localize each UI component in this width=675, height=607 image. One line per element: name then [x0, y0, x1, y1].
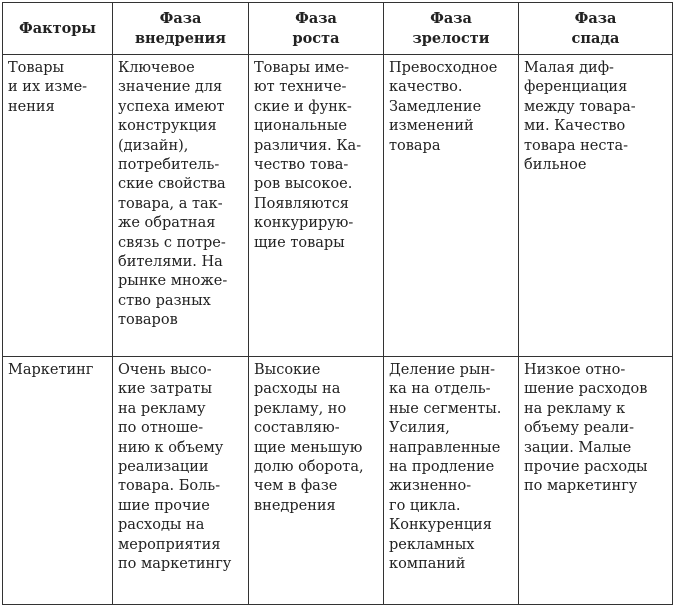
- cell-maturity: [384, 55, 519, 357]
- header-line: Фаза: [430, 9, 472, 27]
- cell-line: на продление: [389, 459, 495, 476]
- cell-line: (дизайн),: [118, 137, 189, 154]
- cell-line: ские свойства: [118, 176, 226, 193]
- cell-line: расходы на: [118, 517, 205, 534]
- cell-line: рынке множе-: [118, 273, 228, 290]
- table-header-row: [3, 3, 673, 55]
- cell-factor: [3, 357, 113, 605]
- cell-line: и их изме-: [8, 79, 88, 96]
- cell-line: Появляются: [254, 195, 349, 212]
- cell-line: кие затраты: [118, 381, 212, 398]
- cell-line: изменений: [389, 118, 474, 135]
- cell-line: различия. Ка-: [254, 137, 362, 154]
- cell-line: ференциация: [524, 79, 628, 96]
- cell-line: Маркетинг: [8, 362, 94, 378]
- cell-line: шие прочие: [118, 497, 210, 514]
- cell-line: ют техниче-: [254, 79, 347, 96]
- cell-line: товаров: [118, 312, 178, 329]
- cell-line: по маркетингу: [118, 556, 232, 573]
- cell-intro: [113, 357, 249, 605]
- header-line: роста: [292, 29, 340, 47]
- cell-line: товара. Боль-: [118, 478, 221, 495]
- cell-factor: [3, 55, 113, 357]
- cell-line: реализации: [118, 459, 209, 476]
- cell-line: успеха имеют: [118, 98, 225, 115]
- cell-line: по маркетингу: [524, 478, 638, 495]
- cell-line: по отноше-: [118, 420, 204, 437]
- cell-line: направленные: [389, 439, 501, 456]
- cell-maturity: [384, 357, 519, 605]
- header-line: внедрения: [134, 29, 227, 47]
- cell-line: бильное: [524, 157, 587, 174]
- cell-line: ми. Качество: [524, 118, 626, 135]
- cell-line: Ключевое: [118, 60, 195, 76]
- cell-line: значение для: [118, 79, 223, 96]
- header-factors: [3, 3, 113, 55]
- cell-intro: [113, 55, 249, 357]
- cell-line: товара: [389, 137, 441, 154]
- cell-line: щие товары: [254, 234, 345, 251]
- cell-line: нения: [8, 98, 55, 115]
- cell-line: мероприятия: [118, 536, 221, 553]
- cell-line: на рекламу к: [524, 400, 626, 417]
- table-container: [2, 2, 672, 604]
- cell-line: компаний: [389, 556, 466, 573]
- cell-line: Замедление: [389, 98, 482, 115]
- cell-line: нию к объему: [118, 439, 224, 456]
- cell-line: Товары име-: [254, 60, 350, 76]
- cell-line: потребитель-: [118, 157, 220, 174]
- header-line: зрелости: [412, 29, 490, 47]
- header-line: Фаза: [295, 9, 337, 27]
- cell-line: расходы на: [254, 381, 341, 398]
- life-cycle-table: [2, 2, 673, 605]
- table-row-marketing: [3, 357, 673, 605]
- cell-line: зации. Малые: [524, 439, 632, 456]
- header-factors-line: Факторы: [19, 19, 96, 37]
- header-phase-maturity: [384, 3, 519, 55]
- cell-line: Деление рын-: [389, 362, 496, 378]
- cell-line: бителями. На: [118, 254, 223, 271]
- cell-line: шение расходов: [524, 381, 648, 398]
- cell-line: циональные: [254, 118, 347, 135]
- cell-line: ные сегменты.: [389, 400, 502, 417]
- cell-line: жизненно-: [389, 478, 472, 495]
- header-line: Фаза: [159, 9, 202, 27]
- cell-line: качество.: [389, 79, 463, 96]
- header-line: Фаза: [574, 9, 617, 27]
- cell-line: ров высокое.: [254, 176, 353, 193]
- header-phase-decline: [519, 3, 673, 55]
- cell-line: ские и функ-: [254, 98, 352, 115]
- cell-line: на рекламу: [118, 400, 206, 417]
- cell-line: Высокие: [254, 362, 321, 378]
- cell-line: ка на отдель-: [389, 381, 491, 398]
- cell-line: составляю-: [254, 420, 340, 437]
- cell-line: прочие расходы: [524, 459, 648, 476]
- cell-growth: [249, 357, 384, 605]
- cell-line: Товары: [8, 60, 65, 76]
- cell-line: го цикла.: [389, 497, 461, 514]
- cell-line: товара неста-: [524, 137, 629, 154]
- cell-decline: [519, 357, 673, 605]
- header-line: спада: [571, 29, 620, 47]
- cell-line: конструкция: [118, 118, 217, 135]
- cell-line: Превосходное: [389, 60, 498, 76]
- cell-line: связь с потре-: [118, 234, 226, 251]
- cell-growth: [249, 55, 384, 357]
- header-phase-intro: [113, 3, 249, 55]
- cell-line: Конкуренция: [389, 517, 492, 534]
- cell-line: Усилия,: [389, 420, 450, 437]
- cell-line: щие меньшую: [254, 439, 363, 456]
- cell-line: внедрения: [254, 497, 336, 514]
- table-row-products: [3, 55, 673, 357]
- header-phase-growth: [249, 3, 384, 55]
- cell-line: чем в фазе: [254, 478, 338, 495]
- cell-line: объему реали-: [524, 420, 634, 437]
- cell-line: Низкое отно-: [524, 362, 626, 378]
- cell-line: рекламу, но: [254, 400, 347, 417]
- cell-decline: [519, 55, 673, 357]
- cell-line: долю оборота,: [254, 459, 364, 476]
- cell-line: конкурирую-: [254, 215, 354, 232]
- cell-line: Очень высо-: [118, 362, 212, 378]
- cell-line: же обратная: [118, 215, 216, 232]
- cell-line: товара, а так-: [118, 195, 223, 212]
- cell-line: рекламных: [389, 536, 475, 553]
- cell-line: между товара-: [524, 98, 636, 115]
- cell-line: ство разных: [118, 292, 211, 309]
- cell-line: чество това-: [254, 157, 349, 174]
- cell-line: Малая диф-: [524, 60, 614, 76]
